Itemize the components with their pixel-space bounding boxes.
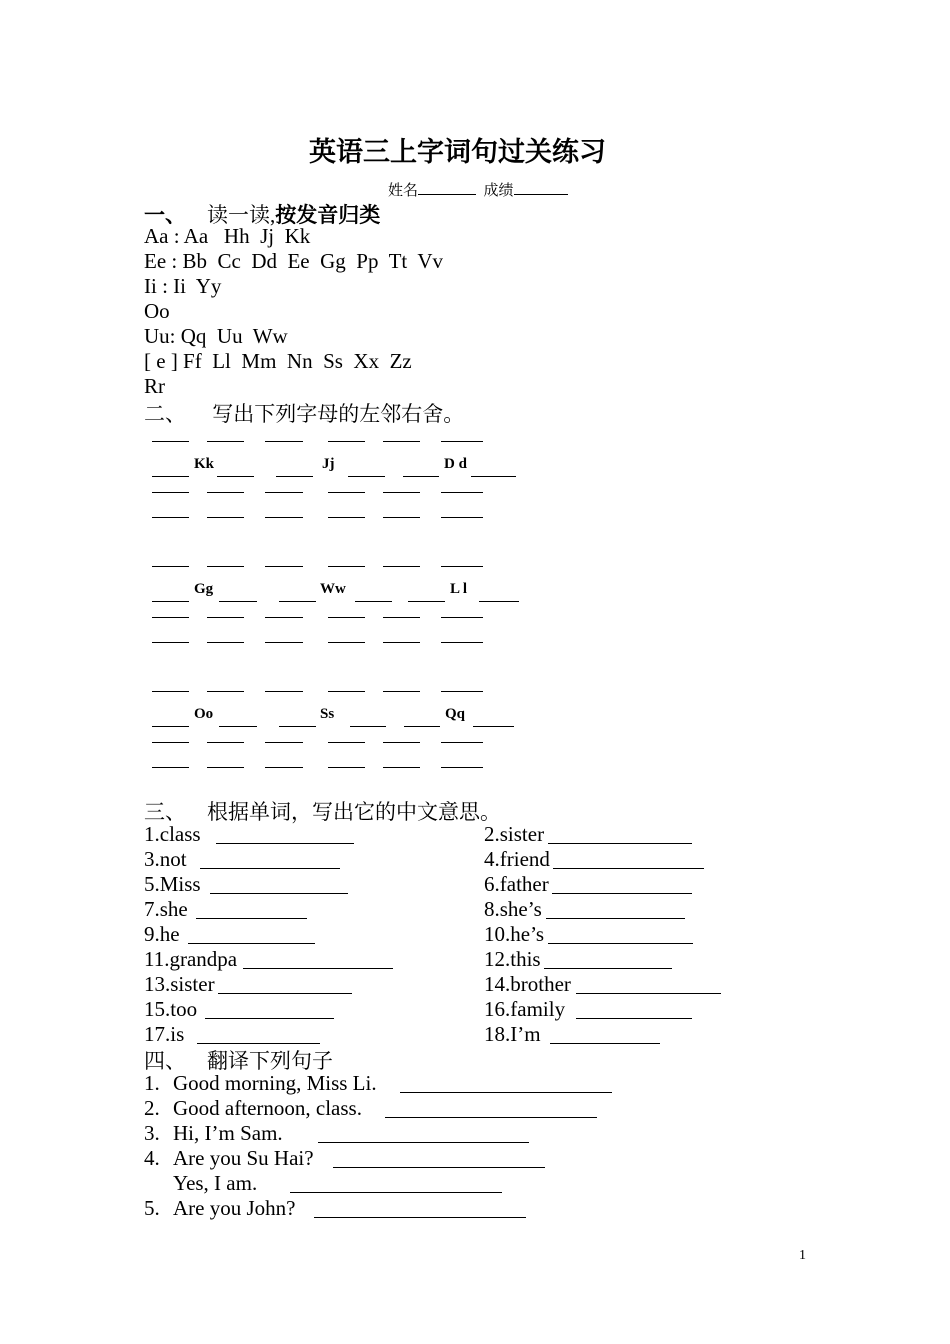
sentence-number: 4. [144, 1146, 160, 1170]
section2-heading [144, 398, 464, 428]
answer-blank[interactable] [383, 767, 420, 768]
answer-blank[interactable] [219, 601, 257, 602]
answer-blank[interactable] [333, 1167, 545, 1168]
vocab-item: 1.class [144, 822, 201, 846]
answer-blank[interactable] [383, 566, 420, 567]
sort-line: Aa : Aa Hh Jj Kk [144, 224, 311, 248]
sentence-number: 1. [144, 1071, 160, 1095]
answer-blank[interactable] [576, 993, 721, 994]
vocab-item: 18.I’m [484, 1022, 541, 1046]
answer-blank[interactable] [207, 691, 244, 692]
vocab-item: 5.Miss [144, 872, 201, 896]
letter-label: Qq [445, 706, 466, 722]
answer-blank[interactable] [152, 441, 189, 442]
answer-blank[interactable] [210, 893, 348, 894]
vocab-item: 17.is [144, 1022, 185, 1046]
answer-blank[interactable] [217, 476, 254, 477]
answer-blank[interactable] [265, 566, 303, 567]
answer-blank[interactable] [383, 492, 420, 493]
answer-blank[interactable] [279, 726, 316, 727]
answer-blank[interactable] [548, 843, 692, 844]
answer-blank[interactable] [200, 868, 340, 869]
answer-blank[interactable] [328, 492, 365, 493]
name-label: 姓名 [388, 183, 419, 199]
answer-blank[interactable] [265, 767, 303, 768]
sort-line: Ii : Ii Yy [144, 274, 222, 298]
answer-blank[interactable] [348, 476, 385, 477]
section4-heading-text: 翻译下列句子 [207, 1049, 333, 1073]
answer-blank[interactable] [576, 1018, 692, 1019]
answer-blank[interactable] [544, 968, 672, 969]
answer-blank[interactable] [383, 517, 420, 518]
sentence-number: 2. [144, 1096, 160, 1120]
answer-blank[interactable] [350, 726, 386, 727]
answer-blank[interactable] [328, 742, 365, 743]
answer-blank[interactable] [152, 517, 189, 518]
answer-blank[interactable] [383, 617, 420, 618]
answer-blank[interactable] [207, 617, 244, 618]
letter-label: Kk [194, 456, 215, 472]
answer-blank[interactable] [265, 691, 303, 692]
answer-blank[interactable] [441, 767, 483, 768]
answer-blank[interactable] [207, 492, 244, 493]
answer-blank[interactable] [441, 617, 483, 618]
answer-blank[interactable] [152, 566, 189, 567]
answer-blank[interactable] [383, 642, 420, 643]
vocab-item: 4.friend [484, 847, 550, 871]
vocab-item: 9.he [144, 922, 180, 946]
answer-blank[interactable] [441, 517, 483, 518]
sort-line: [ e ] Ff Ll Mm Nn Ss Xx Zz [144, 349, 412, 373]
vocab-item: 7.she [144, 897, 188, 921]
answer-blank[interactable] [404, 726, 440, 727]
answer-blank[interactable] [328, 441, 365, 442]
answer-blank[interactable] [441, 642, 483, 643]
sentence-number: 5. [144, 1196, 160, 1220]
answer-blank[interactable] [152, 742, 189, 743]
vocab-item: 8.she’s [484, 897, 542, 921]
vocab-item: 16.family [484, 997, 566, 1021]
vocab-item: 6.father [484, 872, 549, 896]
answer-blank[interactable] [355, 601, 392, 602]
answer-blank[interactable] [152, 492, 189, 493]
answer-blank[interactable] [441, 492, 483, 493]
answer-blank[interactable] [207, 566, 244, 567]
answer-blank[interactable] [314, 1217, 526, 1218]
answer-blank[interactable] [318, 1142, 529, 1143]
answer-blank[interactable] [441, 742, 483, 743]
answer-blank[interactable] [400, 1092, 612, 1093]
vocab-item: 11.grandpa [144, 947, 238, 971]
answer-blank[interactable] [479, 601, 519, 602]
answer-blank[interactable] [276, 476, 313, 477]
answer-blank[interactable] [328, 642, 365, 643]
score-label: 成绩 [483, 183, 514, 199]
sort-line: Oo [144, 299, 170, 323]
answer-blank[interactable] [197, 1043, 320, 1044]
vocab-item: 14.brother [484, 972, 571, 996]
answer-blank[interactable] [265, 492, 303, 493]
sentence-text: Hi, I’m Sam. [173, 1121, 283, 1145]
answer-blank[interactable] [553, 868, 704, 869]
vocab-item: 13.sister [144, 972, 215, 996]
answer-blank[interactable] [152, 691, 189, 692]
page-title: 英语三上字词句过关练习 [309, 137, 606, 167]
sort-line: Ee : Bb Cc Dd Ee Gg Pp Tt Vv [144, 249, 444, 273]
answer-blank[interactable] [152, 476, 189, 477]
answer-blank[interactable] [188, 943, 315, 944]
letter-label: D d [444, 456, 467, 472]
answer-blank[interactable] [408, 601, 445, 602]
letter-label: L l [450, 581, 468, 597]
answer-blank[interactable] [473, 726, 514, 727]
letter-label: Gg [194, 581, 214, 597]
vocab-item: 15.too [144, 997, 198, 1021]
answer-blank[interactable] [441, 691, 483, 692]
answer-blank[interactable] [548, 943, 693, 944]
sentence-text: Good morning, Miss Li. [173, 1071, 377, 1095]
letter-label: Jj [322, 456, 335, 472]
answer-blank[interactable] [219, 726, 257, 727]
answer-blank[interactable] [403, 476, 439, 477]
answer-blank[interactable] [328, 767, 365, 768]
answer-blank[interactable] [152, 642, 189, 643]
letter-label: Oo [194, 706, 214, 722]
vocab-item: 10.he’s [484, 922, 545, 946]
answer-blank[interactable] [243, 968, 393, 969]
answer-blank[interactable] [265, 617, 303, 618]
answer-blank[interactable] [196, 918, 307, 919]
answer-blank[interactable] [383, 441, 420, 442]
answer-blank[interactable] [207, 441, 244, 442]
section1-heading-bold: 按发音归类 [275, 203, 381, 227]
sort-line: Uu: Qq Uu Ww [144, 324, 288, 348]
sentence-number: 3. [144, 1121, 160, 1145]
answer-blank[interactable] [441, 566, 483, 567]
answer-blank[interactable] [265, 642, 303, 643]
sentence-text: Good afternoon, class. [173, 1096, 362, 1120]
answer-blank[interactable] [152, 617, 189, 618]
answer-blank[interactable] [152, 767, 189, 768]
answer-blank[interactable] [152, 601, 189, 602]
sentence-text: Are you John? [173, 1196, 296, 1220]
answer-blank[interactable] [328, 517, 365, 518]
answer-blank[interactable] [265, 517, 303, 518]
answer-blank[interactable] [385, 1117, 597, 1118]
vocab-item: 3.not [144, 847, 187, 871]
name-score-line [388, 176, 568, 200]
answer-blank[interactable] [328, 617, 365, 618]
answer-blank[interactable] [552, 893, 692, 894]
answer-blank[interactable] [207, 642, 244, 643]
section4-number: 四、 [144, 1049, 186, 1073]
answer-blank[interactable] [207, 517, 244, 518]
page-number: 1 [799, 1248, 806, 1263]
section1-heading-pre: 读一读, [207, 203, 276, 227]
letter-label: Ww [320, 581, 346, 597]
answer-blank[interactable] [207, 767, 244, 768]
vocab-item: 2.sister [484, 822, 545, 846]
answer-blank[interactable] [290, 1192, 502, 1193]
answer-blank[interactable] [383, 691, 420, 692]
name-blank [418, 176, 476, 195]
answer-blank[interactable] [218, 993, 352, 994]
answer-blank[interactable] [265, 742, 303, 743]
answer-blank[interactable] [546, 918, 685, 919]
answer-blank[interactable] [216, 843, 354, 844]
answer-blank[interactable] [328, 566, 365, 567]
answer-blank[interactable] [205, 1018, 334, 1019]
answer-blank[interactable] [441, 441, 483, 442]
section2-heading-text: 写出下列字母的左邻右舍。 [212, 402, 465, 426]
section1-number: 一、 [144, 203, 186, 227]
section3-number: 三、 [144, 800, 186, 824]
section3-heading-text: 根据单词，写出它的中文意思。 [207, 800, 501, 824]
answer-blank[interactable] [279, 601, 316, 602]
score-blank [514, 176, 568, 195]
section2-number: 二、 [144, 402, 186, 426]
sentence-text: Are you Su Hai? [173, 1146, 314, 1170]
letter-label: Ss [320, 706, 335, 722]
sentence-text: Yes, I am. [173, 1171, 258, 1195]
answer-blank[interactable] [383, 742, 420, 743]
answer-blank[interactable] [550, 1043, 660, 1044]
answer-blank[interactable] [265, 441, 303, 442]
sort-line: Rr [144, 374, 165, 398]
answer-blank[interactable] [207, 742, 244, 743]
answer-blank[interactable] [471, 476, 516, 477]
vocab-item: 12.this [484, 947, 541, 971]
answer-blank[interactable] [152, 726, 189, 727]
answer-blank[interactable] [328, 691, 365, 692]
